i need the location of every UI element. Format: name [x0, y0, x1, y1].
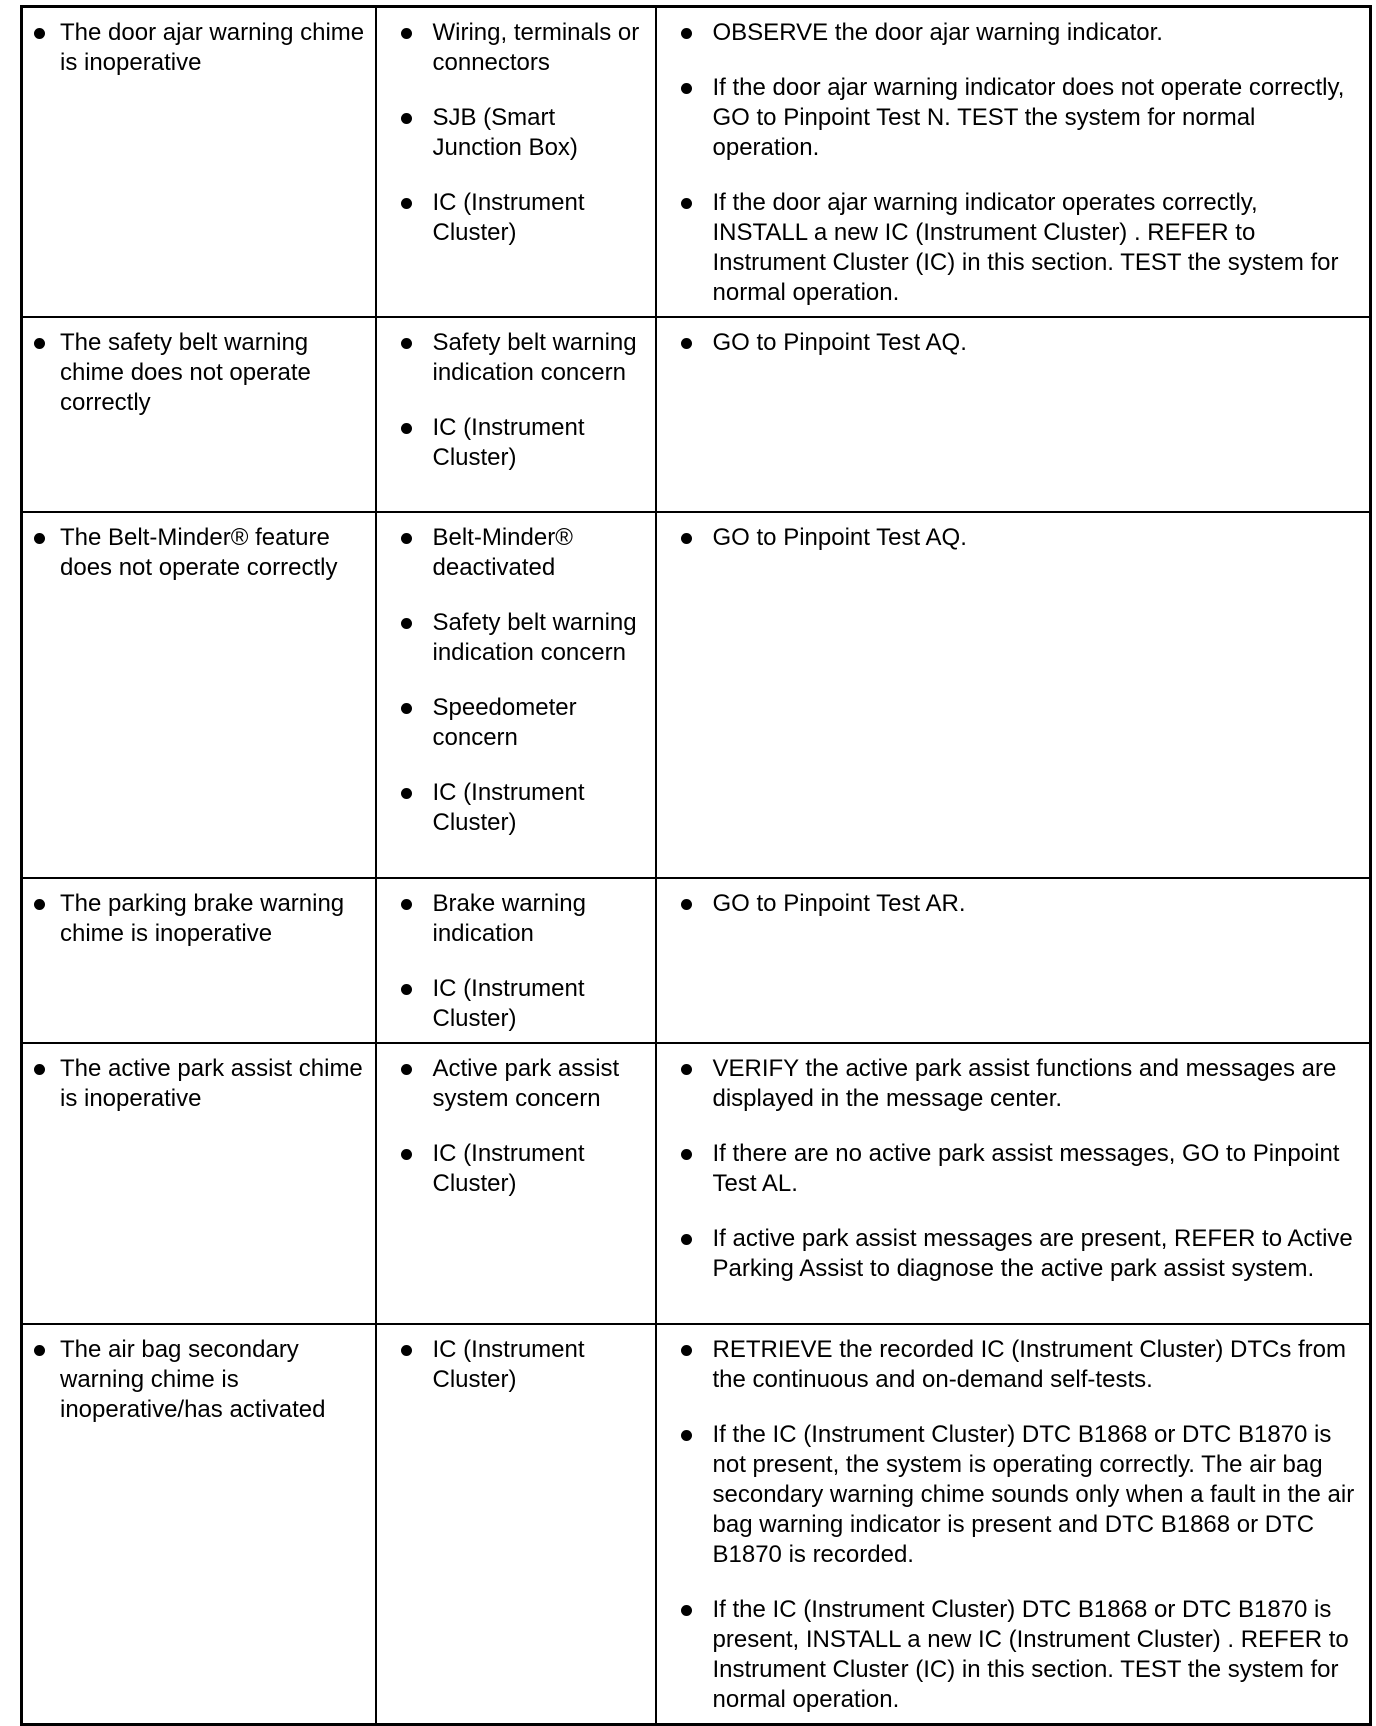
bullet-icon — [681, 28, 692, 39]
action-cell — [656, 1043, 1371, 1324]
bullet-icon — [34, 1345, 45, 1356]
action-list — [657, 328, 1360, 358]
symptom-chart-table — [20, 5, 1372, 1726]
bullet-icon — [34, 899, 45, 910]
bullet-icon — [401, 618, 412, 629]
bullet-icon — [681, 83, 692, 94]
list-item: OBSERVE the door ajar warning indicator. — [657, 18, 1360, 48]
list-item: RETRIEVE the recorded IC (Instrument Cluster) DTCs from the continuous and on-demand self-tests. — [657, 1335, 1360, 1395]
bullet-icon — [401, 533, 412, 544]
bullet-icon — [681, 1430, 692, 1441]
symptom-list — [23, 328, 365, 418]
list-item: The safety belt warning chime does not operate correctly — [23, 328, 365, 418]
symptom-cell — [22, 512, 376, 878]
symptom-list — [23, 523, 365, 583]
bullet-icon — [401, 28, 412, 39]
list-item: If the IC (Instrument Cluster) DTC B1868 or DTC B1870 is not present, the system is operating correctly. The air bag secondary warning chime sounds only when a fault in the air bag warning indicator is present and DTC B1868 or DTC B1870 is recorded. — [657, 1420, 1360, 1570]
table-row — [22, 317, 1371, 512]
list-item: IC (Instrument Cluster) — [377, 1335, 645, 1395]
action-list — [657, 889, 1360, 919]
list-item: IC (Instrument Cluster) — [377, 188, 645, 248]
symptom-cell — [22, 317, 376, 512]
bullet-icon — [401, 338, 412, 349]
list-item: If the IC (Instrument Cluster) DTC B1868 or DTC B1870 is present, INSTALL a new IC (Instrument Cluster) . REFER to Instrument Cluster (IC) in this section. TEST the system for normal operation. — [657, 1595, 1360, 1715]
list-item: Brake warning indication — [377, 889, 645, 949]
list-item: Speedometer concern — [377, 693, 645, 753]
bullet-icon — [401, 984, 412, 995]
list-item: The Belt-Minder® feature does not operate correctly — [23, 523, 365, 583]
list-item: Safety belt warning indication concern — [377, 608, 645, 668]
cause-cell — [376, 1043, 656, 1324]
bullet-icon — [401, 703, 412, 714]
table-row — [22, 512, 1371, 878]
table-row — [22, 1324, 1371, 1725]
symptom-list — [23, 1054, 365, 1114]
symptom-cell — [22, 1324, 376, 1725]
cause-list — [377, 523, 645, 838]
cause-list — [377, 1335, 645, 1395]
list-item: IC (Instrument Cluster) — [377, 413, 645, 473]
list-item: IC (Instrument Cluster) — [377, 974, 645, 1034]
bullet-icon — [401, 1345, 412, 1356]
bullet-icon — [681, 1234, 692, 1245]
list-item: The air bag secondary warning chime is inoperative/has activated — [23, 1335, 365, 1425]
symptom-list — [23, 1335, 365, 1425]
action-cell — [656, 317, 1371, 512]
bullet-icon — [681, 1605, 692, 1616]
document-page — [20, 5, 1369, 1726]
action-cell — [656, 1324, 1371, 1725]
cause-cell — [376, 317, 656, 512]
list-item: If the door ajar warning indicator operates correctly, INSTALL a new IC (Instrument Cluster) . REFER to Instrument Cluster (IC) in this section. TEST the system for normal operation. — [657, 188, 1360, 308]
list-item: GO to Pinpoint Test AQ. — [657, 523, 1360, 553]
action-cell — [656, 878, 1371, 1043]
bullet-icon — [401, 899, 412, 910]
cause-cell — [376, 7, 656, 318]
bullet-icon — [681, 1149, 692, 1160]
bullet-icon — [681, 338, 692, 349]
bullet-icon — [681, 1064, 692, 1075]
list-item: The parking brake warning chime is inoperative — [23, 889, 365, 949]
table-row — [22, 878, 1371, 1043]
bullet-icon — [34, 1064, 45, 1075]
bullet-icon — [681, 198, 692, 209]
list-item: IC (Instrument Cluster) — [377, 1139, 645, 1199]
list-item: IC (Instrument Cluster) — [377, 778, 645, 838]
bullet-icon — [401, 1064, 412, 1075]
bullet-icon — [34, 28, 45, 39]
cause-cell — [376, 512, 656, 878]
list-item: The door ajar warning chime is inoperative — [23, 18, 365, 78]
bullet-icon — [681, 1345, 692, 1356]
action-list — [657, 18, 1360, 308]
bullet-icon — [34, 338, 45, 349]
list-item: The active park assist chime is inoperative — [23, 1054, 365, 1114]
action-cell — [656, 7, 1371, 318]
cause-list — [377, 1054, 645, 1199]
list-item: Safety belt warning indication concern — [377, 328, 645, 388]
bullet-icon — [681, 899, 692, 910]
table-row — [22, 7, 1371, 318]
table-row — [22, 1043, 1371, 1324]
bullet-icon — [401, 788, 412, 799]
list-item: GO to Pinpoint Test AQ. — [657, 328, 1360, 358]
cause-cell — [376, 878, 656, 1043]
bullet-icon — [401, 1149, 412, 1160]
list-item: If there are no active park assist messages, GO to Pinpoint Test AL. — [657, 1139, 1360, 1199]
cause-list — [377, 328, 645, 473]
list-item: If active park assist messages are present, REFER to Active Parking Assist to diagnose the active park assist system. — [657, 1224, 1360, 1284]
bullet-icon — [401, 113, 412, 124]
symptom-list — [23, 889, 365, 949]
symptom-cell — [22, 1043, 376, 1324]
symptom-cell — [22, 878, 376, 1043]
bullet-icon — [34, 533, 45, 544]
action-list — [657, 523, 1360, 553]
cause-cell — [376, 1324, 656, 1725]
action-list — [657, 1335, 1360, 1715]
list-item: Belt-Minder® deactivated — [377, 523, 645, 583]
symptom-list — [23, 18, 365, 78]
list-item: If the door ajar warning indicator does not operate correctly, GO to Pinpoint Test N. TEST the system for normal operation. — [657, 73, 1360, 163]
action-cell — [656, 512, 1371, 878]
bullet-icon — [401, 198, 412, 209]
bullet-icon — [401, 423, 412, 434]
list-item: GO to Pinpoint Test AR. — [657, 889, 1360, 919]
action-list — [657, 1054, 1360, 1284]
bullet-icon — [681, 533, 692, 544]
list-item: Active park assist system concern — [377, 1054, 645, 1114]
cause-list — [377, 18, 645, 248]
list-item: SJB (Smart Junction Box) — [377, 103, 645, 163]
symptom-cell — [22, 7, 376, 318]
list-item: Wiring, terminals or connectors — [377, 18, 645, 78]
cause-list — [377, 889, 645, 1034]
list-item: VERIFY the active park assist functions and messages are displayed in the message center. — [657, 1054, 1360, 1114]
symptom-chart-body — [22, 7, 1371, 1725]
